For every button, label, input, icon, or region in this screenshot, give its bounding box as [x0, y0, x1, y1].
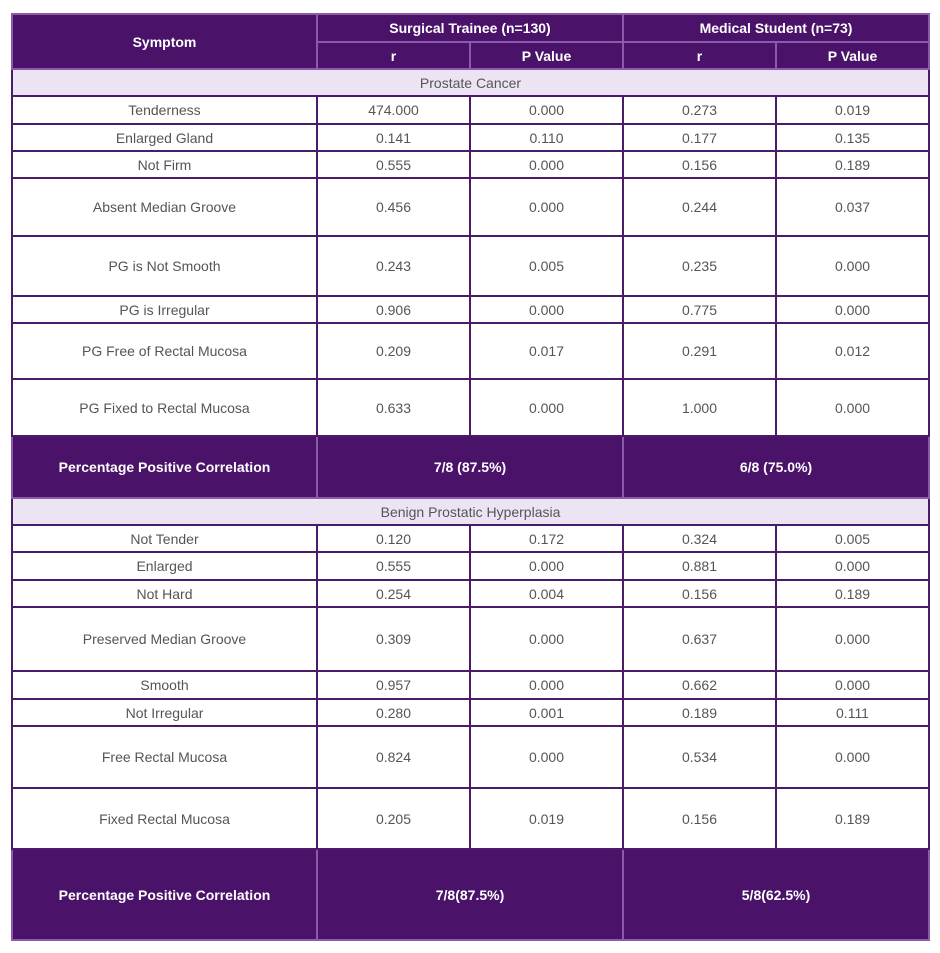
- table-row: [12, 726, 929, 788]
- p-student-cell: 0.000: [776, 726, 929, 788]
- summary-label: Percentage Positive Correlation: [12, 436, 317, 498]
- summary-label: Percentage Positive Correlation: [12, 849, 317, 940]
- r-trainee-cell: 0.824: [317, 726, 470, 788]
- r-trainee-cell: 0.205: [317, 788, 470, 849]
- p-student-cell: 0.189: [776, 151, 929, 178]
- symptom-cell: PG is Not Smooth: [12, 236, 317, 296]
- r-student-cell: 0.291: [623, 323, 776, 379]
- r-student-cell: 0.177: [623, 124, 776, 151]
- correlation-table: [11, 13, 930, 941]
- table-row: [12, 323, 929, 379]
- header-surgical-trainee: Surgical Trainee (n=130): [317, 14, 623, 42]
- p-trainee-cell: 0.000: [470, 379, 623, 436]
- symptom-cell: Tenderness: [12, 96, 317, 124]
- header-symptom: Symptom: [12, 14, 317, 69]
- r-student-cell: 0.534: [623, 726, 776, 788]
- symptom-cell: Not Irregular: [12, 699, 317, 726]
- p-trainee-cell: 0.172: [470, 525, 623, 552]
- header-medical-student: Medical Student (n=73): [623, 14, 929, 42]
- r-student-cell: 0.662: [623, 671, 776, 699]
- p-trainee-cell: 0.017: [470, 323, 623, 379]
- r-student-cell: 0.189: [623, 699, 776, 726]
- p-trainee-cell: 0.005: [470, 236, 623, 296]
- p-trainee-cell: 0.000: [470, 178, 623, 236]
- p-student-cell: 0.000: [776, 671, 929, 699]
- r-trainee-cell: 0.555: [317, 151, 470, 178]
- symptom-cell: Enlarged Gland: [12, 124, 317, 151]
- header-r-student: r: [623, 42, 776, 69]
- p-student-cell: 0.019: [776, 96, 929, 124]
- table-row: [12, 296, 929, 323]
- p-trainee-cell: 0.001: [470, 699, 623, 726]
- r-trainee-cell: 0.309: [317, 607, 470, 671]
- symptom-cell: PG is Irregular: [12, 296, 317, 323]
- symptom-cell: Enlarged: [12, 552, 317, 580]
- summary-student: 6/8 (75.0%): [623, 436, 929, 498]
- symptom-cell: Free Rectal Mucosa: [12, 726, 317, 788]
- r-student-cell: 0.156: [623, 580, 776, 607]
- r-student-cell: 0.244: [623, 178, 776, 236]
- table-row: [12, 788, 929, 849]
- r-trainee-cell: 0.243: [317, 236, 470, 296]
- p-student-cell: 0.189: [776, 788, 929, 849]
- r-student-cell: 0.881: [623, 552, 776, 580]
- table-body: [12, 69, 929, 940]
- table-row: [12, 236, 929, 296]
- symptom-cell: Not Hard: [12, 580, 317, 607]
- p-student-cell: 0.005: [776, 525, 929, 552]
- section-header-row: [12, 498, 929, 525]
- r-student-cell: 1.000: [623, 379, 776, 436]
- section-title: Prostate Cancer: [12, 69, 929, 96]
- p-trainee-cell: 0.019: [470, 788, 623, 849]
- table-row: [12, 699, 929, 726]
- table-row: [12, 580, 929, 607]
- table-row: [12, 96, 929, 124]
- p-student-cell: 0.000: [776, 552, 929, 580]
- r-trainee-cell: 0.906: [317, 296, 470, 323]
- summary-row: [12, 849, 929, 940]
- symptom-cell: Preserved Median Groove: [12, 607, 317, 671]
- header-p-trainee: P Value: [470, 42, 623, 69]
- table-row: [12, 379, 929, 436]
- summary-student: 5/8(62.5%): [623, 849, 929, 940]
- p-trainee-cell: 0.000: [470, 552, 623, 580]
- r-student-cell: 0.637: [623, 607, 776, 671]
- r-student-cell: 0.235: [623, 236, 776, 296]
- p-trainee-cell: 0.000: [470, 296, 623, 323]
- summary-trainee: 7/8 (87.5%): [317, 436, 623, 498]
- r-trainee-cell: 0.633: [317, 379, 470, 436]
- r-student-cell: 0.324: [623, 525, 776, 552]
- p-student-cell: 0.000: [776, 607, 929, 671]
- r-trainee-cell: 0.254: [317, 580, 470, 607]
- symptom-cell: PG Free of Rectal Mucosa: [12, 323, 317, 379]
- p-trainee-cell: 0.000: [470, 96, 623, 124]
- r-trainee-cell: 474.000: [317, 96, 470, 124]
- p-student-cell: 0.189: [776, 580, 929, 607]
- section-header-row: [12, 69, 929, 96]
- p-student-cell: 0.000: [776, 379, 929, 436]
- summary-trainee: 7/8(87.5%): [317, 849, 623, 940]
- p-trainee-cell: 0.004: [470, 580, 623, 607]
- symptom-cell: PG Fixed to Rectal Mucosa: [12, 379, 317, 436]
- p-trainee-cell: 0.110: [470, 124, 623, 151]
- header-r-trainee: r: [317, 42, 470, 69]
- p-student-cell: 0.000: [776, 236, 929, 296]
- p-student-cell: 0.012: [776, 323, 929, 379]
- table-row: [12, 607, 929, 671]
- p-student-cell: 0.111: [776, 699, 929, 726]
- p-student-cell: 0.135: [776, 124, 929, 151]
- table-row: [12, 552, 929, 580]
- r-trainee-cell: 0.555: [317, 552, 470, 580]
- header-p-student: P Value: [776, 42, 929, 69]
- symptom-cell: Smooth: [12, 671, 317, 699]
- table-row: [12, 525, 929, 552]
- summary-row: [12, 436, 929, 498]
- symptom-cell: Absent Median Groove: [12, 178, 317, 236]
- symptom-cell: Not Tender: [12, 525, 317, 552]
- table-row: [12, 178, 929, 236]
- symptom-cell: Not Firm: [12, 151, 317, 178]
- r-student-cell: 0.156: [623, 151, 776, 178]
- r-trainee-cell: 0.120: [317, 525, 470, 552]
- table-row: [12, 671, 929, 699]
- p-trainee-cell: 0.000: [470, 607, 623, 671]
- r-trainee-cell: 0.280: [317, 699, 470, 726]
- r-trainee-cell: 0.957: [317, 671, 470, 699]
- p-student-cell: 0.000: [776, 296, 929, 323]
- r-student-cell: 0.273: [623, 96, 776, 124]
- r-student-cell: 0.775: [623, 296, 776, 323]
- r-trainee-cell: 0.141: [317, 124, 470, 151]
- symptom-cell: Fixed Rectal Mucosa: [12, 788, 317, 849]
- r-student-cell: 0.156: [623, 788, 776, 849]
- table-row: [12, 124, 929, 151]
- p-trainee-cell: 0.000: [470, 671, 623, 699]
- p-trainee-cell: 0.000: [470, 151, 623, 178]
- p-student-cell: 0.037: [776, 178, 929, 236]
- table-row: [12, 151, 929, 178]
- r-trainee-cell: 0.209: [317, 323, 470, 379]
- p-trainee-cell: 0.000: [470, 726, 623, 788]
- r-trainee-cell: 0.456: [317, 178, 470, 236]
- section-title: Benign Prostatic Hyperplasia: [12, 498, 929, 525]
